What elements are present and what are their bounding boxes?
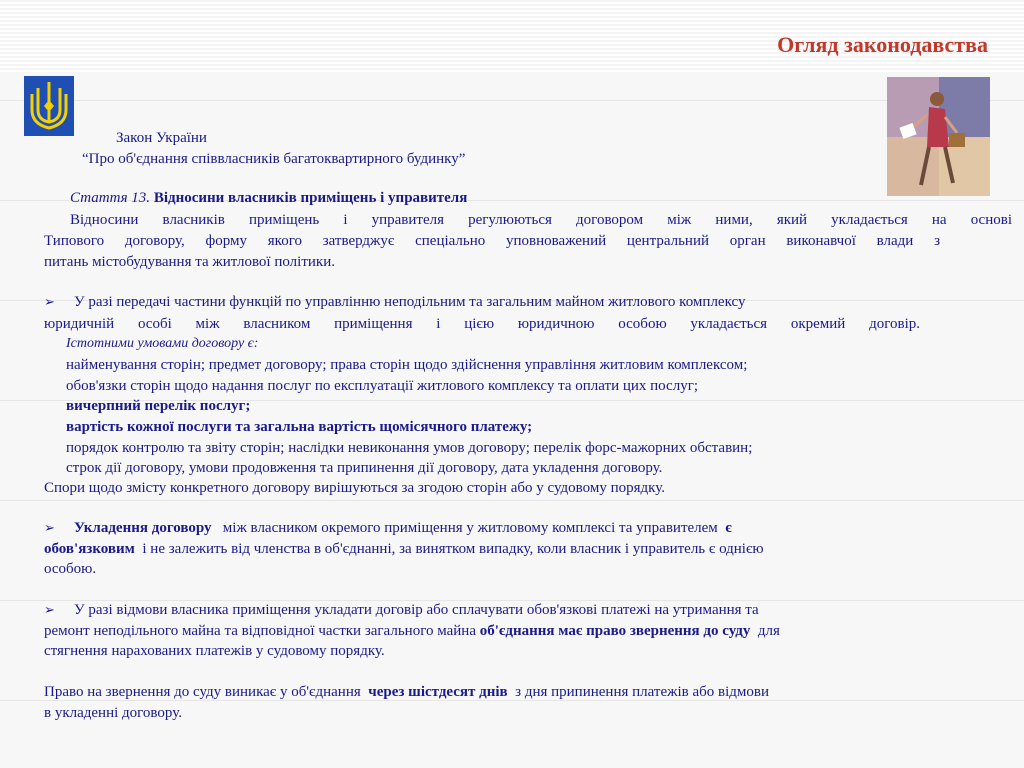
condition-item: порядок контролю та звіту сторін; наслідки невиконання умов договору; перелік форс-мажорних обставин;: [66, 440, 753, 456]
condition-item: найменування сторін; предмет договору; права сторін щодо здійснення управління житловим комплексом;: [66, 357, 748, 373]
bullet2-line2: обов'язковим і не залежить від членства в об'єднанні, за винятком випадку, коли власник і управитель є однією: [44, 541, 764, 557]
arrow-bullet-icon: ➢: [44, 521, 55, 536]
arrow-bullet-icon: ➢: [44, 603, 55, 618]
article-text-line1: Відносини власників приміщень і управителя регулюються договором між ними, який укладається на основі: [70, 212, 1012, 228]
article-text-line2: Типового договору, форму якого затверджує спеціально уповноважений центральний орган виконавчої влади з: [44, 233, 940, 249]
condition-item: обов'язки сторін щодо надання послуг по експлуатації житлового комплексу та оплати цих послуг;: [66, 378, 699, 394]
bullet2-line1: ➢ Укладення договору між власником окремого приміщення у житловому комплексі та управителем є: [44, 518, 732, 539]
disputes-note: Спори щодо змісту конкретного договору вирішуються за згодою сторін або у судовому порядку.: [44, 480, 665, 496]
bullet1-line2: юридичній особі між власником приміщення і цією юридичною особою укладається окремий договір.: [44, 316, 920, 332]
condition-item: строк дії договору, умови продовження та припинення дії договору, дата укладення договору.: [66, 460, 663, 476]
law-type: Закон України: [116, 130, 207, 146]
bullet3-line2: ремонт неподільного майна та відповідної частки загального майна об'єднання має право звернення до суду для: [44, 623, 780, 639]
article-title: Відносини власників приміщень і управителя: [153, 190, 468, 206]
coat-of-arms-icon: [24, 76, 74, 136]
conditions-heading: Істотними умовами договору є:: [66, 336, 259, 351]
bullet3-line1: ➢ У разі відмови власника приміщення укладати договір або сплачувати обов'язкові платежі на утримання та: [44, 600, 759, 621]
condition-item: вичерпний перелік послуг;: [66, 398, 251, 414]
woman-with-briefcase-clipart: [887, 77, 990, 196]
article-text-line3: питань містобудування та житлової політики.: [44, 254, 335, 270]
slide-title: Огляд законодавства: [777, 32, 988, 57]
bullet1-line1: ➢ У разі передачі частини функцій по управлінню неподільним та загальним майном житлового комплексу: [44, 292, 972, 313]
bullet3-line3: стягнення нарахованих платежів у судовому порядку.: [44, 643, 385, 659]
condition-item: вартість кожної послуги та загальна вартість щомісячного платежу;: [66, 419, 533, 435]
arrow-bullet-icon: ➢: [44, 295, 55, 310]
article-number: Стаття 13.: [70, 190, 154, 206]
final-line2: в укладенні договору.: [44, 705, 182, 721]
law-title: “Про об'єднання співвласників багатоквартирного будинку”: [82, 151, 466, 167]
final-line1: Право на звернення до суду виникає у об'єднання через шістдесят днів з дня припинення платежів або відмови: [44, 684, 770, 700]
article-heading: [70, 188, 467, 208]
bullet2-line3: особою.: [44, 561, 97, 577]
